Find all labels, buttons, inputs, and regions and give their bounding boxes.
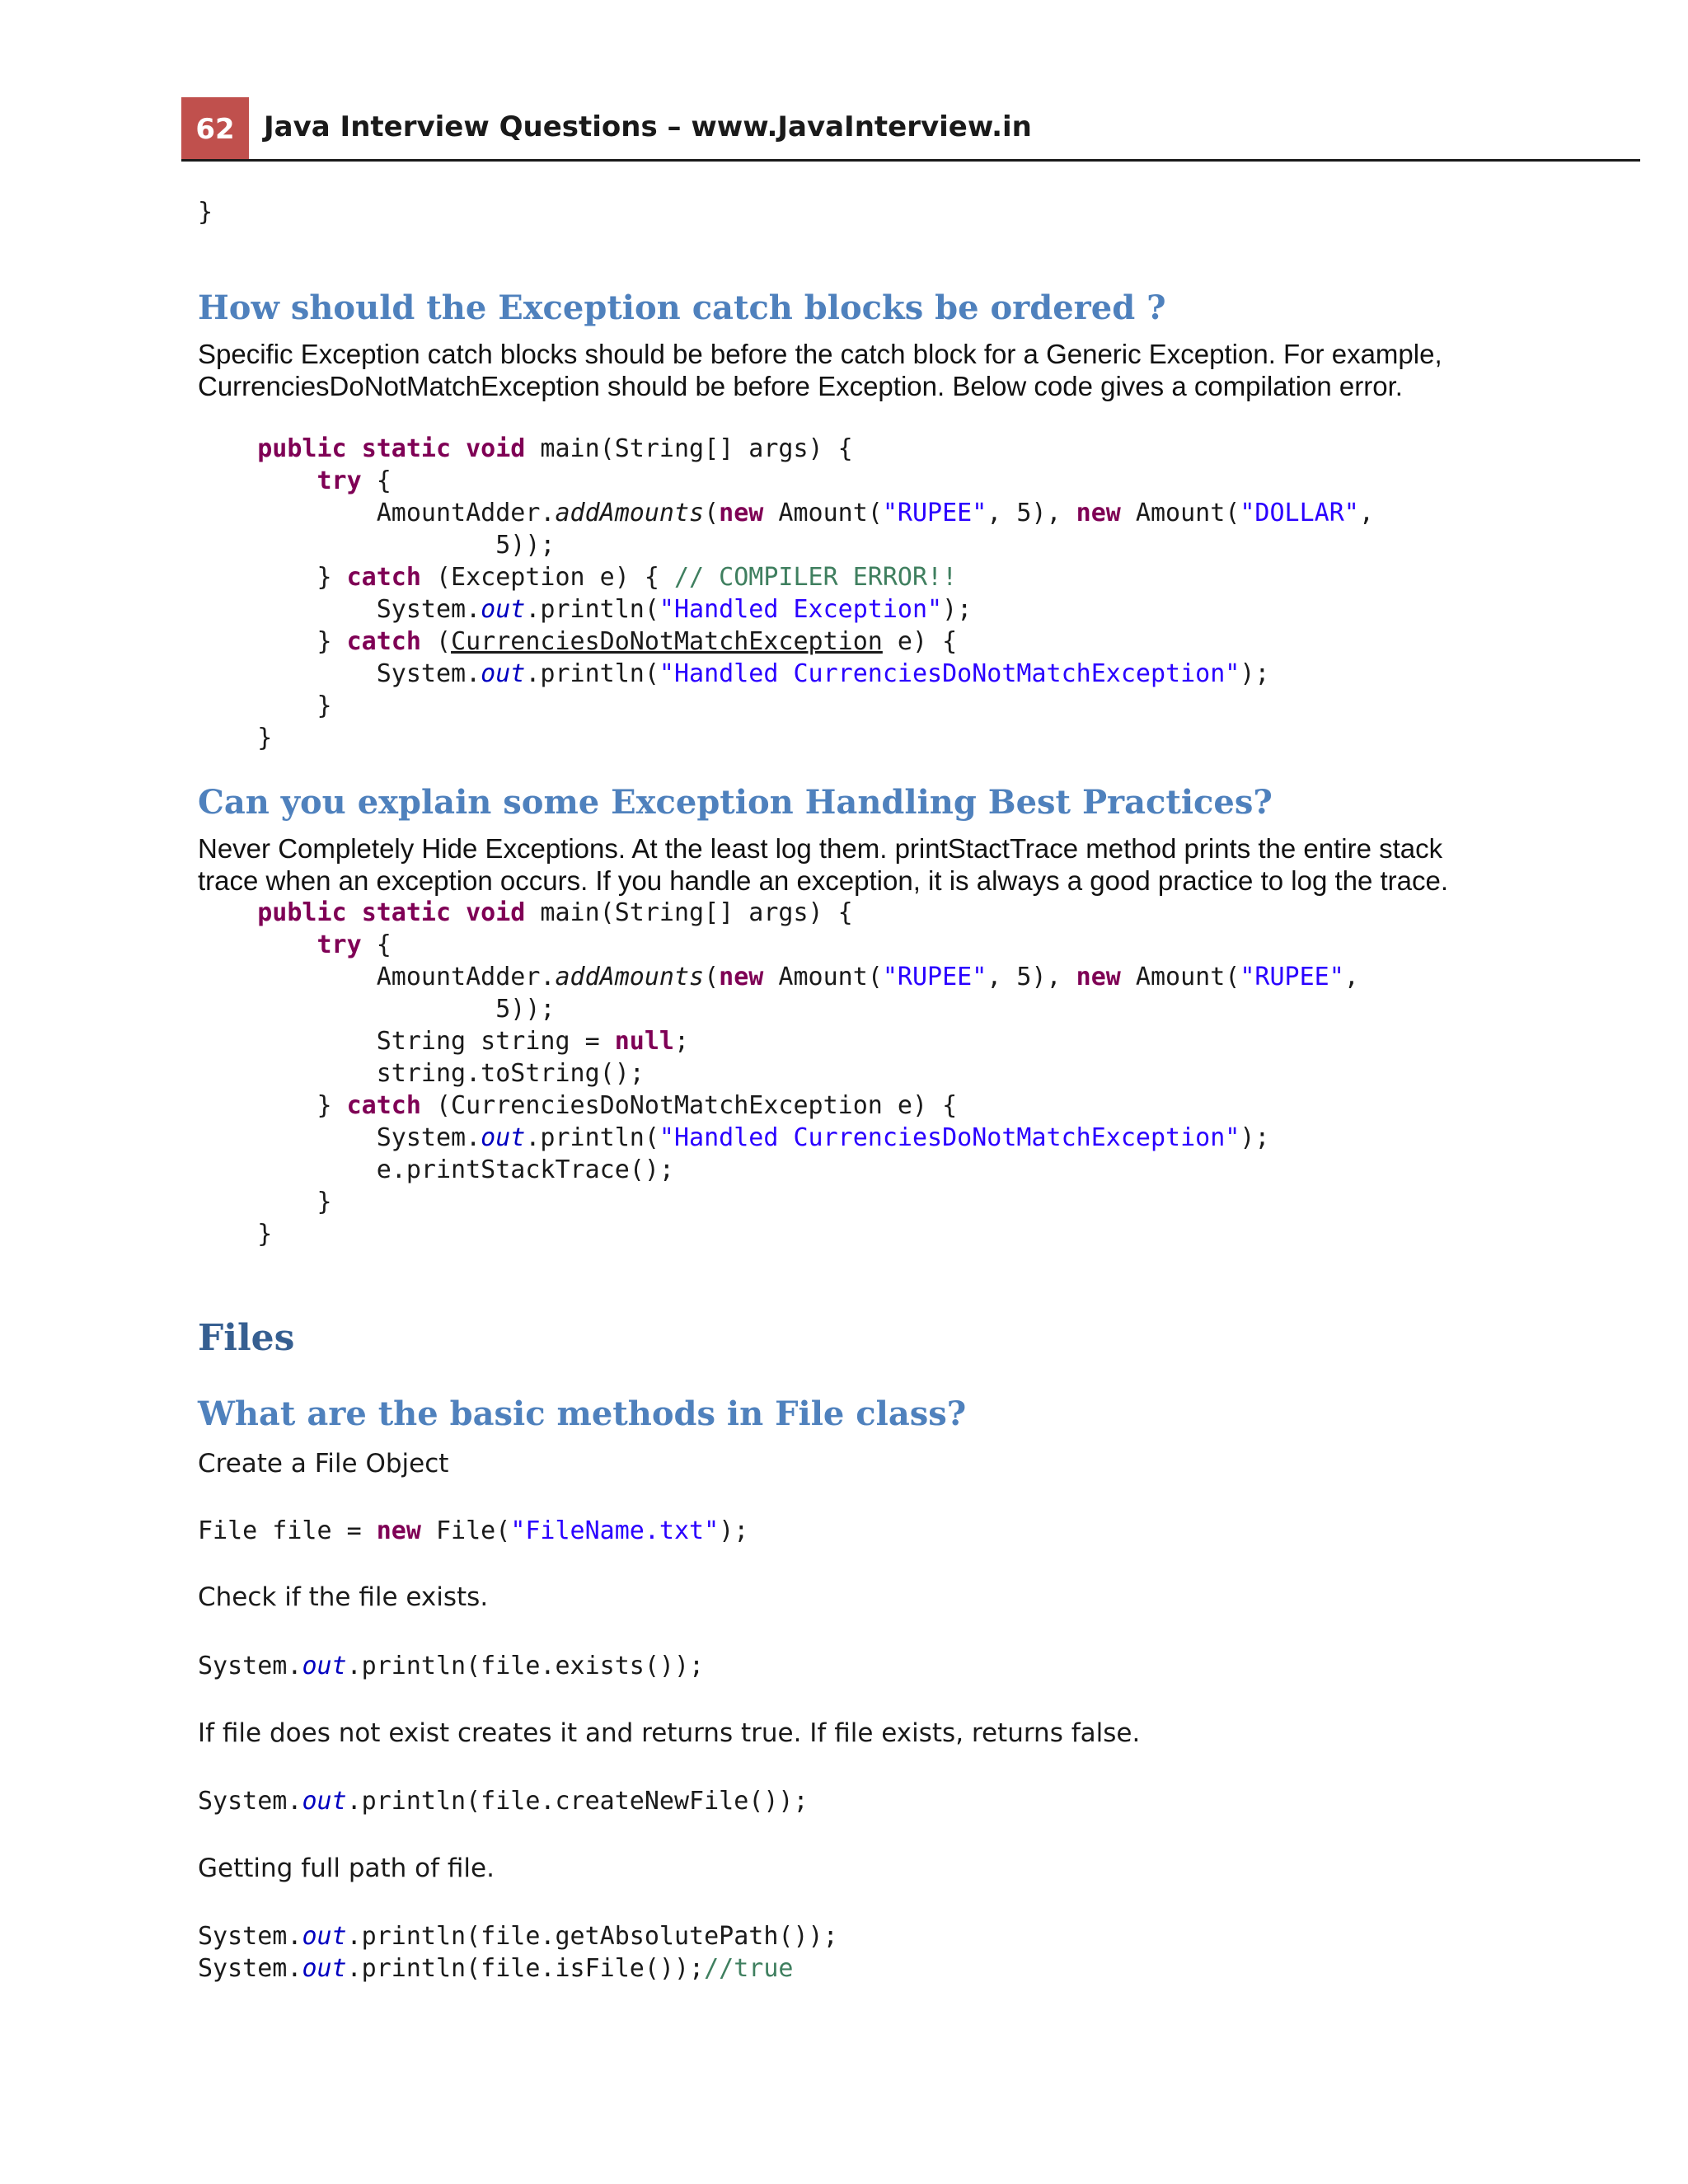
paragraph-best-practices: Never Completely Hide Exceptions. At the least log them. printStactTrace method prints the entire stack trace when an exception occurs. If you handle an exception, it is always a good practice to log the trace.	[198, 833, 1449, 896]
code-line: }	[198, 691, 332, 720]
code-line: e.printStackTrace();	[198, 1155, 674, 1184]
heading-files: Files	[198, 1317, 295, 1359]
heading-best-practices: Can you explain some Exception Handling Best Practices?	[198, 783, 1273, 822]
code-line: System.out.println(file.isFile());//true	[198, 1954, 794, 1983]
page-header	[181, 97, 1640, 162]
page-number-badge: 62	[181, 97, 249, 162]
header-title: Java Interview Questions – www.JavaInterview.in	[264, 110, 1032, 143]
code-line: public static void main(String[] args) {	[257, 434, 853, 463]
code-line: 5));	[198, 995, 556, 1024]
code-line: } catch (CurrenciesDoNotMatchException e) {	[198, 1091, 958, 1120]
code-file-create	[198, 1515, 748, 1547]
code-line: try {	[316, 466, 392, 495]
text-create-file-object: Create a File Object	[198, 1449, 449, 1479]
heading-catch-order: How should the Exception catch blocks be ordered ?	[198, 288, 1166, 327]
code-line: } catch (Exception e) { // COMPILER ERROR!!	[198, 563, 958, 592]
code-line: File file = new File("FileName.txt");	[198, 1516, 749, 1545]
code-line: System.out.println("Handled CurrenciesDoNotMatchException");	[198, 659, 1270, 688]
code-file-exists	[198, 1650, 704, 1682]
leading-closing-brace: }	[198, 198, 213, 227]
code-line: System.out.println("Handled Exception");	[198, 595, 973, 624]
code-line: System.out.println(file.createNewFile());	[198, 1787, 809, 1816]
code-line: }	[198, 1188, 332, 1216]
code-line: public static void main(String[] args) {	[257, 898, 853, 927]
text-full-path: Getting full path of file.	[198, 1854, 495, 1883]
code-line: }	[198, 1220, 273, 1249]
code-line: System.out.println("Handled CurrenciesDoNotMatchException");	[198, 1123, 1270, 1152]
code-line: string.toString();	[198, 1059, 645, 1088]
code-line: 5));	[198, 531, 556, 560]
code-line: try {	[316, 930, 392, 959]
code-block-best-practices	[198, 897, 1359, 1250]
heading-file-methods: What are the basic methods in File class?	[198, 1394, 967, 1433]
text-create-new-file: If file does not exist creates it and returns true. If file exists, returns false.	[198, 1718, 1141, 1748]
code-file-create-new	[198, 1785, 809, 1817]
code-line: AmountAdder.addAmounts(new Amount("RUPEE", 5), new Amount("DOLLAR",	[198, 499, 1374, 527]
code-line: System.out.println(file.getAbsolutePath());	[198, 1922, 838, 1951]
code-line: }	[198, 724, 273, 752]
code-block-catch-order	[198, 433, 1374, 754]
code-file-path	[198, 1920, 838, 1985]
code-line: AmountAdder.addAmounts(new Amount("RUPEE", 5), new Amount("RUPEE",	[198, 963, 1359, 991]
paragraph-catch-order: Specific Exception catch blocks should be before the catch block for a Generic Exception. For example, CurrenciesDoNotMatchException should be before Exception. Below code gives a compilation error.	[198, 339, 1442, 401]
code-line: } catch (CurrenciesDoNotMatchException e) {	[198, 627, 958, 656]
code-line: System.out.println(file.exists());	[198, 1652, 705, 1680]
header-divider	[181, 159, 1640, 162]
text-check-exists: Check if the file exists.	[198, 1582, 489, 1612]
code-line: String string = null;	[198, 1027, 690, 1056]
